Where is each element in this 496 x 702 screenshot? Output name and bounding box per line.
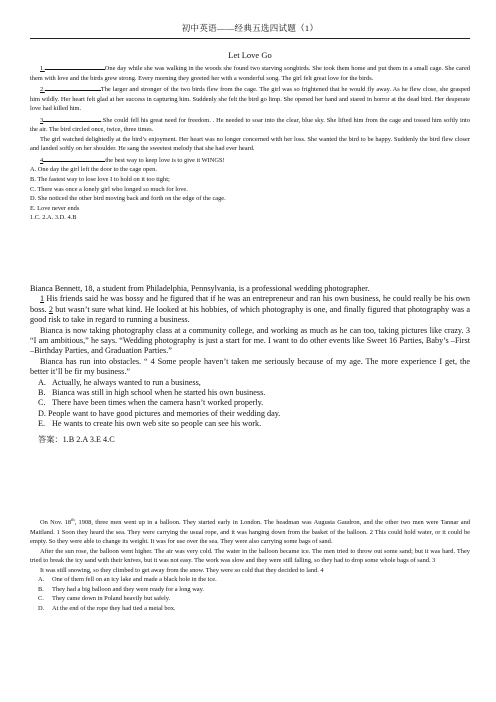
passage2-paragraph-1: 1 His friends said he was bossy and he figured that if he was an entrepreneur and ran his own business, he could really be his own boss. 2 but wasn’t sure what kind. He looked at his hobbies, of which photography is one, and finally figured that photography was a good risk to take in regard to running a business.: [30, 294, 470, 325]
passage1-paragraph-1: 1. One day while she was walking in the woods she found two starving songbirds. She took them home and put them in a small cage. She cared them with love and the birds grew strong. Every morning they greeted her with a wonderful song. The girl felt great love for the birds.: [30, 62, 470, 83]
passage2-intro: Bianca Bennett, 18, a student from Philadelphia, Pennsylvania, is a professional wedding photographer.: [30, 284, 370, 293]
passage2-answers: 答案：1.B 2.A 3.E 4.C: [38, 434, 115, 444]
passage2-options: [30, 378, 470, 430]
passage2-paragraph-2: Bianca is now taking photography class at a community college, and working as much as he can too, taking pictures like crazy. 3 “I am ambitious,” he says. “Wedding photography is just a start for me. I want to do other events like Sweet 16 Parties, Baby’s –First –Birthday Parties, and Graduation Parties.”: [30, 325, 470, 356]
passage1-paragraph-5: 4 the best way to keep love is to give it WINGS!: [30, 154, 470, 166]
passage2-paragraph-3: Bianca has run into obstacles. “ 4 Some people haven’t taken me seriously because of my age. The more experience I get, the better it’ll be fir my business.”: [30, 356, 470, 377]
passage1-option-e: E. Love never ends: [30, 204, 80, 212]
passage2-option-b: B. Bianca was still in high school when he started his own business.: [38, 388, 266, 398]
passage1-answers: 1.C. 2.A. 3.D. 4.B: [30, 214, 77, 222]
passage1-option-c: C. There was once a lonely girl who longed so much for love.: [30, 185, 188, 193]
passage2-option-c: C. There have been times when the camera hasn’t worked properly.: [38, 398, 264, 408]
passage2-option-e: E. He wants to create his own web site so people can see his work.: [38, 419, 262, 429]
header-divider: [30, 38, 470, 39]
passage2-option-a: A. Actually, he always wanted to run a business,: [38, 377, 201, 387]
passage2-option-d: D. People want to have good pictures and memories of their wedding day.: [38, 408, 281, 418]
passage3-paragraph-2: After the sun rose, the balloon went higher. The air was very cold. The water in the balloon became ice. The men tried to throw out some sand; but it was hard. They tried to break the icy sand with their knives, but it was not easy. The work was slow and they were still falling, so they had to drop some whole bags of sand. 3: [30, 547, 470, 565]
blank-1: 1.: [40, 65, 105, 72]
passage3-paragraph-3: It was still snowing, so they climbed to get away from the snow. They were so cold that they decided to land. 4: [40, 566, 324, 574]
blank-2: 2.: [40, 86, 101, 93]
passage2: [30, 284, 470, 445]
passage3-options: [30, 575, 470, 613]
blank-1: 1: [40, 294, 45, 304]
blank-4: 4: [40, 157, 105, 164]
passage3-option-d: D. At the end of the rope they had tied a metal box.: [38, 604, 176, 612]
page-header-title: 初中英语——经典五选四试题（1）: [181, 23, 319, 33]
passage3-paragraph-1: On Nov. 18th, 1908, three men went up in a balloon. They started early in London. The headman was Augusta Gaudron, and the other two men were Tannar and Maitland. 1 Soon they heard the sea. They were carrying the usual rope, and it was hanging down from the basket of the balloon. 2 This could hold water, or it could be empty. So they were able to change its weight. It was for use over the sea. They were also carrying some bags of sand.: [30, 516, 470, 546]
passage1-option-a: A. One day the girl left the door to the cage open.: [30, 166, 157, 174]
passage3-option-c: C. They came down in Poland heavily but safely.: [38, 595, 171, 603]
blank-3: 3: [40, 117, 101, 124]
passage1-paragraph-2: 2. The larger and stronger of the two birds flew from the cage. The girl was so frightened that he would fly away. As he flew close, she grasped him wildly. Her heart felt glad at her success in capturing him. Suddenly she felt the bird go limp. She opened her hand and stared in horror at the dead bird. Her desperate love had killed him.: [30, 83, 470, 114]
passage3: [30, 518, 470, 613]
passage1-paragraph-4: The girl watched delightedly at the bird’s enjoyment. Her heart was no longer concerned with her loss. She wanted the bird to be happy. Suddenly the bird flew closer and landed softly on her shoulder. He sang the sweetest melody that she had ever heard.: [30, 135, 470, 153]
passage1: [30, 62, 470, 223]
passage1-paragraph-3: 3 .She could fell his great need for freedom. . He needed to soar into the clear, blue sky. She lifted him from the cage and tossed him softly into the air. The bird circled once, twice, three times.: [30, 114, 470, 135]
passage1-option-d: D. She noticed the other bird moving back and forth on the edge of the cage.: [30, 195, 226, 203]
passage1-title: Let Love Go: [228, 50, 272, 60]
passage3-option-b: B. They had a big balloon and they were ready for a long way.: [38, 585, 205, 593]
blank-2: 2: [48, 304, 53, 314]
passage1-option-b: B. The fastest way to lose love I to hold on it too tight;: [30, 176, 170, 184]
passage3-option-a: A. One of them fell on an icy lake and made a black hole in the ice.: [38, 576, 217, 584]
